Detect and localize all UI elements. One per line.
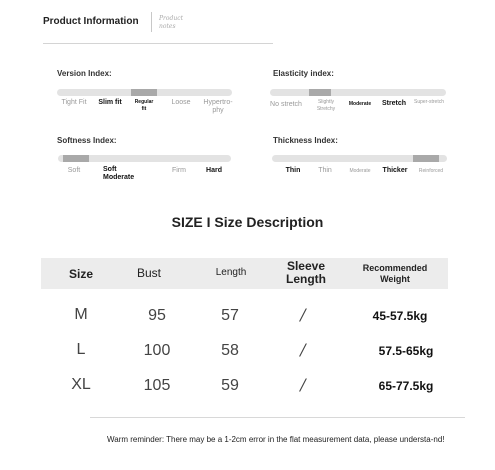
warm-reminder-text: Warm reminder: There may be a 1-2cm error in the flat measurement data, please understa-nd! bbox=[107, 435, 445, 444]
version-index-bar bbox=[57, 89, 232, 96]
row-m-bust: 95 bbox=[148, 307, 166, 324]
header-divider bbox=[151, 12, 152, 32]
version-label-regular-fit: Regular fit bbox=[134, 99, 154, 112]
row-m-sleeve-length: / bbox=[300, 305, 306, 324]
softness-label-soft-moderate: Soft Moderate bbox=[103, 166, 135, 181]
thickness-index-bar bbox=[272, 155, 447, 162]
product-information-title: Product Information bbox=[43, 16, 139, 27]
thickness-index-title: Thickness Index: bbox=[273, 136, 338, 145]
softness-label-soft: Soft bbox=[67, 167, 81, 174]
header-length: Length bbox=[215, 267, 247, 278]
elasticity-label-slightly-stretchy: Slightly Stretchy bbox=[316, 99, 336, 112]
row-l-length: 58 bbox=[221, 342, 239, 359]
version-label-slim-fit: Slim fit bbox=[98, 99, 122, 106]
elasticity-index-selected-segment bbox=[309, 89, 331, 96]
header-underline bbox=[43, 43, 273, 44]
row-xl-weight: 65-77.5kg bbox=[378, 379, 434, 393]
row-m-size: M bbox=[74, 306, 88, 323]
row-l-weight: 57.5-65kg bbox=[378, 344, 434, 358]
header-recommended-weight: Recommended Weight bbox=[362, 263, 428, 284]
elasticity-label-moderate: Moderate bbox=[348, 101, 372, 107]
version-label-hypertrophy: Hypertro-phy bbox=[203, 99, 233, 114]
header-sleeve-length: Sleeve Length bbox=[286, 259, 326, 286]
elasticity-label-no-stretch: No stretch bbox=[270, 101, 302, 108]
version-index-title: Version Index: bbox=[57, 69, 112, 78]
softness-index-title: Softness Index: bbox=[57, 136, 117, 145]
softness-label-hard: Hard bbox=[206, 167, 222, 174]
elasticity-index-bar bbox=[270, 89, 446, 96]
size-table-header bbox=[41, 258, 448, 289]
row-l-sleeve-length: / bbox=[300, 340, 306, 359]
softness-index-bar bbox=[58, 155, 231, 162]
elasticity-label-stretch: Stretch bbox=[381, 100, 407, 107]
size-description-heading: SIZE I Size Description bbox=[171, 214, 324, 230]
row-m-length: 57 bbox=[221, 307, 239, 324]
thickness-index-selected-segment bbox=[413, 155, 439, 162]
thickness-label-thicker: Thicker bbox=[382, 167, 408, 174]
header-bust: Bust bbox=[136, 266, 161, 280]
version-label-loose: Loose bbox=[171, 99, 191, 106]
softness-label-firm: Firm bbox=[172, 167, 186, 174]
thickness-label-moderate: Moderate bbox=[349, 168, 371, 174]
header-size: Size bbox=[68, 267, 93, 281]
table-bottom-divider bbox=[90, 417, 465, 418]
row-m-weight: 45-57.5kg bbox=[372, 309, 428, 323]
thickness-label-thin-2: Thin bbox=[318, 167, 332, 174]
row-xl-sleeve-length: / bbox=[300, 375, 306, 394]
row-l-bust: 100 bbox=[143, 342, 171, 359]
version-index-selected-segment bbox=[131, 89, 157, 96]
row-l-size: L bbox=[76, 341, 86, 358]
elasticity-index-title: Elasticity index: bbox=[273, 69, 334, 78]
elasticity-label-super-stretch: Super-stretch bbox=[414, 99, 445, 105]
row-xl-bust: 105 bbox=[143, 377, 171, 394]
product-notes-subtitle: Product notes bbox=[159, 15, 183, 30]
version-label-tight-fit: Tight Fit bbox=[61, 99, 87, 106]
thickness-label-reinforced: Reinforced bbox=[418, 168, 444, 174]
row-xl-size: XL bbox=[71, 376, 91, 393]
softness-index-selected-segment bbox=[63, 155, 89, 162]
row-xl-length: 59 bbox=[221, 377, 239, 394]
thickness-label-thin-1: Thin bbox=[285, 167, 301, 174]
